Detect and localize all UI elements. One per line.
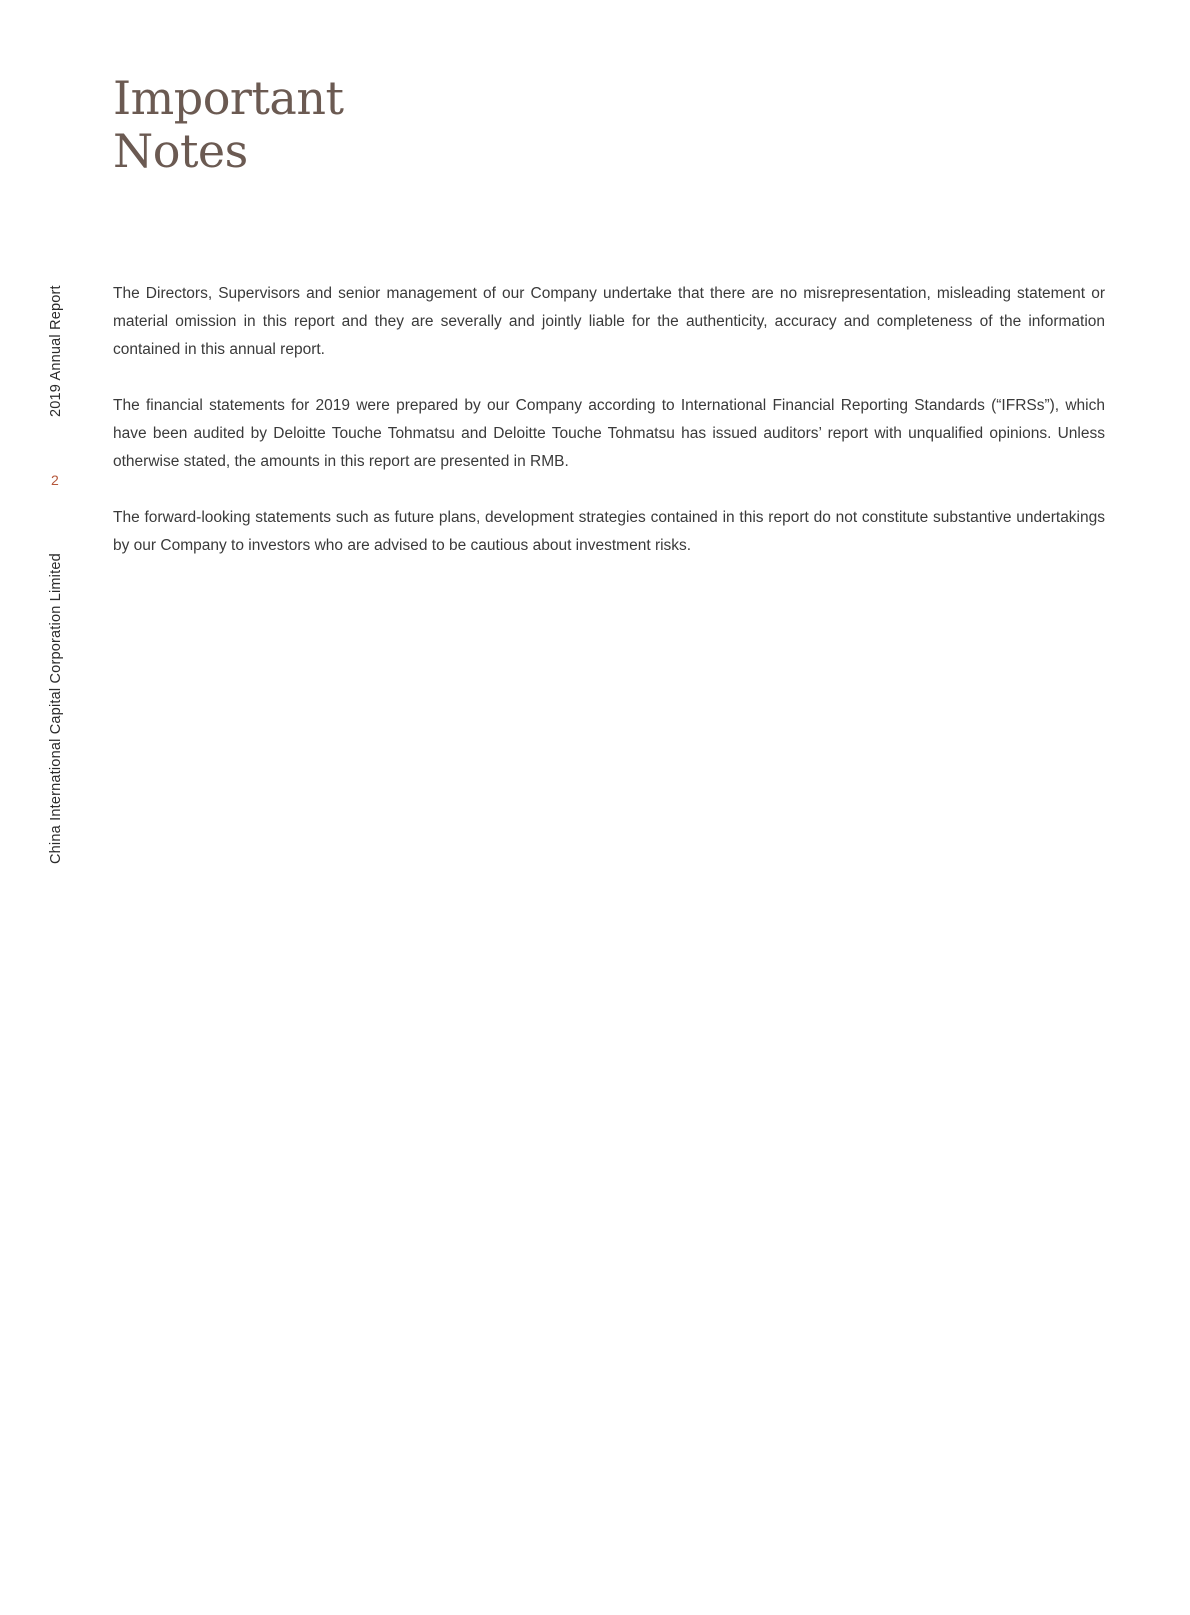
notes-body — [113, 280, 1105, 588]
page-title — [113, 72, 343, 178]
running-header-report-label: 2019 Annual Report — [48, 285, 64, 417]
page-number: 2 — [51, 472, 59, 488]
notes-paragraph-financial-statements: The financial statements for 2019 were prepared by our Company according to International Financial Reporting Standards (“IFRSs”), which have been audited by Deloitte Touche Tohmatsu and Deloitte Touche Tohmatsu has issued auditors’ report with unqualified opinions. Unless otherwise stated, the amounts in this report are presented in RMB. — [113, 397, 1105, 470]
notes-paragraph-forward-looking: The forward-looking statements such as future plans, development strategies contained in this report do not constitute substantive undertakings by our Company to investors who are advised to be cautious about investment risks. — [113, 509, 1105, 554]
page-title-line-1: Important — [113, 71, 344, 125]
running-header-company-name: China International Capital Corporation Limited — [48, 553, 64, 864]
notes-paragraph-responsibility: The Directors, Supervisors and senior management of our Company undertake that there are no misrepresentation, misleading statement or material omission in this report and they are severally and jointly liable for the authenticity, accuracy and completeness of the information contained in this annual report. — [113, 285, 1105, 358]
page-title-line-2: Notes — [113, 124, 248, 178]
